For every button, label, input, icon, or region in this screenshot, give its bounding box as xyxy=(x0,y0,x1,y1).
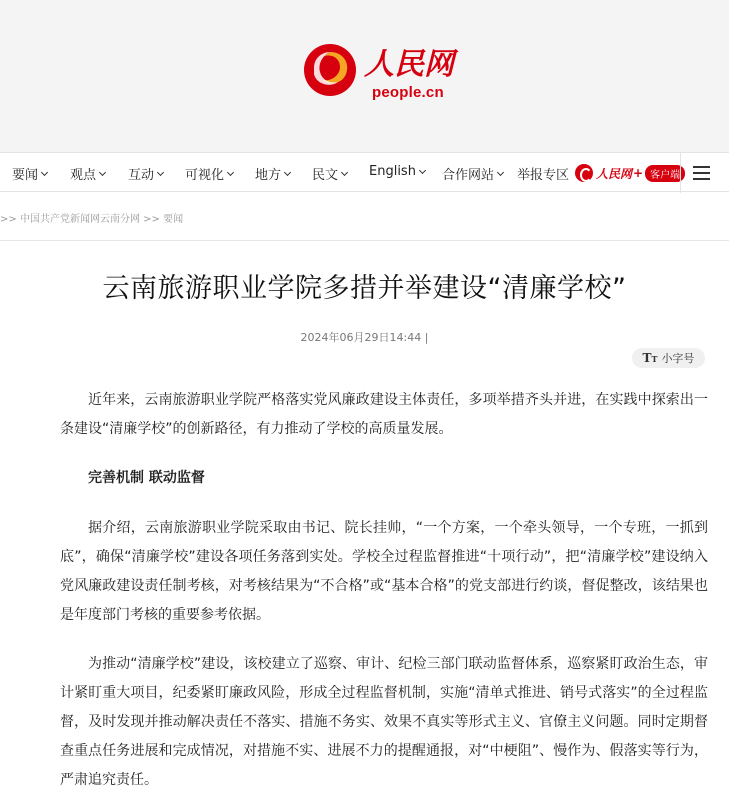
nav-divider xyxy=(680,153,681,193)
breadcrumb-site-link[interactable]: 中国共产党新闻网云南分网 xyxy=(19,214,140,225)
app-client-link[interactable]: 人民网 + 客户端 xyxy=(575,163,685,183)
breadcrumb-section-link[interactable]: 要闻 xyxy=(163,214,184,225)
nav-item-hezuo[interactable]: 合作网站 xyxy=(442,164,503,183)
breadcrumb: >> 中国共产党新闻网云南分网 >> 要闻 xyxy=(0,214,184,225)
chevron-down-icon xyxy=(99,168,106,175)
chevron-down-icon xyxy=(497,168,504,175)
hamburger-icon[interactable] xyxy=(693,166,710,180)
nav-item-hudong[interactable]: 互动 xyxy=(128,164,163,183)
chevron-down-icon xyxy=(227,168,234,175)
chevron-down-icon xyxy=(157,168,164,175)
article-title: 云南旅游职业学院多措并举建设“清廉学校” xyxy=(102,273,627,304)
main-nav xyxy=(0,152,729,192)
chevron-down-icon xyxy=(419,166,426,173)
nav-item-yaowen[interactable]: 要闻 xyxy=(12,164,47,183)
nav-item-minwen[interactable]: 民文 xyxy=(312,164,347,183)
font-size-icon: TT xyxy=(642,351,658,365)
article-paragraph: 近年来，云南旅游职业学院严格落实党风廉政建设主体责任，多项举措齐头并进，在实践中探索出一条建设“清廉学校”的创新路径，有力推动了学校的高质量发展。 xyxy=(60,392,708,437)
logo-url-text: people.cn xyxy=(372,84,444,101)
article-subheading: 完善机制 联动监督 xyxy=(88,470,205,486)
chevron-down-icon xyxy=(284,168,291,175)
article-paragraph: 为推动“清廉学校”建设，该校建立了巡察、审计、纪检三部门联动监督体系，巡察紧盯政治生态，审计紧盯重大项目，纪委紧盯廉政风险，形成全过程监督机制，实施“清单式推进、销号式落实”的全过程监督，及时发现并推动解决责任不落实、措施不务实、效果不真实等形式主义、官僚主义问题。同时定期督查重点任务进展和完成情况，对措施不实、进展不力的提醒通报，对“中梗阻”、慢作为、假落实等行为，严肃追究责任。 xyxy=(60,656,708,788)
nav-item-guandian[interactable]: 观点 xyxy=(70,164,105,183)
article-body xyxy=(60,386,708,796)
font-size-toggle[interactable]: TT 小字号 xyxy=(632,348,705,368)
article-paragraph: 据介绍，云南旅游职业学院采取由书记、院长挂帅，“一个方案，一个牵头领导，一个专班，一抓到底”，确保“清廉学校”建设各项任务落到实处。学校全过程监督推进“十项行动”，把“清廉学校”建设纳入党风廉政建设责任制考核，对考核结果为“不合格”或“基本合格”的党支部进行约谈，督促整改，该结果也是年度部门考核的重要参考依据。 xyxy=(60,520,708,623)
svg-text:人民网: 人民网 xyxy=(364,47,454,82)
logo-wordmark xyxy=(360,42,470,82)
chevron-down-icon xyxy=(41,168,48,175)
article-date: 2024年06月29日14:44 | xyxy=(300,331,429,344)
nav-item-difang[interactable]: 地方 xyxy=(255,164,290,183)
site-header xyxy=(0,0,729,152)
nav-item-english[interactable]: English xyxy=(369,164,425,179)
app-logo-icon xyxy=(575,164,593,182)
chevron-down-icon xyxy=(341,168,348,175)
divider xyxy=(0,240,729,241)
nav-item-keshihua[interactable]: 可视化 xyxy=(185,164,233,183)
nav-item-jubao[interactable]: 举报专区 xyxy=(517,168,570,183)
